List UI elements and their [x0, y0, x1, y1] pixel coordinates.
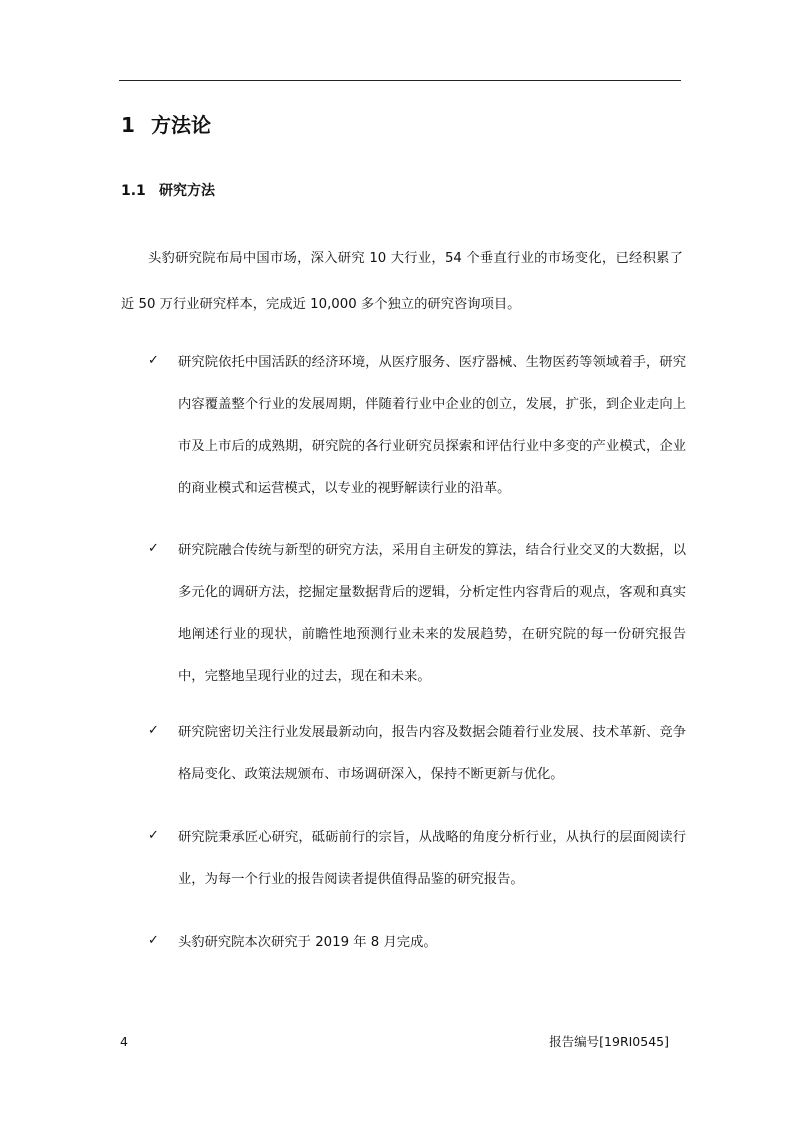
intro-paragraph: 头豹研究院布局中国市场，深入研究 10 大行业，54 个垂直行业的市场变化，已经积累了近 50 万行业研究样本，完成近 10,000 多个独立的研究咨询项目。	[121, 251, 683, 312]
check-icon: ✓	[148, 828, 159, 843]
bullet-item	[148, 342, 688, 510]
bullet-item	[148, 530, 688, 698]
report-id: 报告编号[19RI0545]	[549, 1034, 669, 1049]
page-number: 4	[120, 1034, 128, 1049]
subsection-number: 1.1	[121, 183, 146, 199]
check-icon: ✓	[148, 933, 159, 948]
bullet-text: 研究院秉承匠心研究，砥砺前行的宗旨，从战略的角度分析行业，从执行的层面阅读行业，为每一个行业的报告阅读者提供值得品鉴的研究报告。	[178, 830, 686, 887]
bullet-item	[148, 922, 688, 964]
check-icon: ✓	[148, 353, 159, 368]
bullet-text: 头豹研究院本次研究于 2019 年 8 月完成。	[178, 935, 437, 950]
subsection-heading	[121, 181, 215, 201]
check-icon: ✓	[148, 723, 159, 738]
bullet-text: 研究院融合传统与新型的研究方法，采用自主研发的算法，结合行业交叉的大数据，以多元化的调研方法，挖掘定量数据背后的逻辑，分析定性内容背后的观点，客观和真实地阐述行业的现状，前瞻性地预测行业未来的发展趋势，在研究院的每一份研究报告中，完整地呈现行业的过去，现在和未来。	[178, 543, 686, 684]
header-rule	[119, 80, 681, 81]
section-title: 方法论	[151, 113, 211, 137]
bullet-text: 研究院依托中国活跃的经济环境，从医疗服务、医疗器械、生物医药等领域着手，研究内容覆盖整个行业的发展周期，伴随着行业中企业的创立，发展，扩张，到企业走向上市及上市后的成熟期，研究院的各行业研究员探索和评估行业中多变的产业模式，企业的商业模式和运营模式，以专业的视野解读行业的沿革。	[178, 355, 686, 496]
section-heading	[121, 111, 211, 139]
bullet-item	[148, 712, 688, 796]
subsection-title: 研究方法	[159, 183, 215, 199]
section-number: 1	[121, 113, 135, 137]
bullet-item	[148, 817, 688, 901]
bullet-text: 研究院密切关注行业发展最新动向，报告内容及数据会随着行业发展、技术革新、竞争格局变化、政策法规颁布、市场调研深入，保持不断更新与优化。	[178, 725, 686, 782]
check-icon: ✓	[148, 541, 159, 556]
